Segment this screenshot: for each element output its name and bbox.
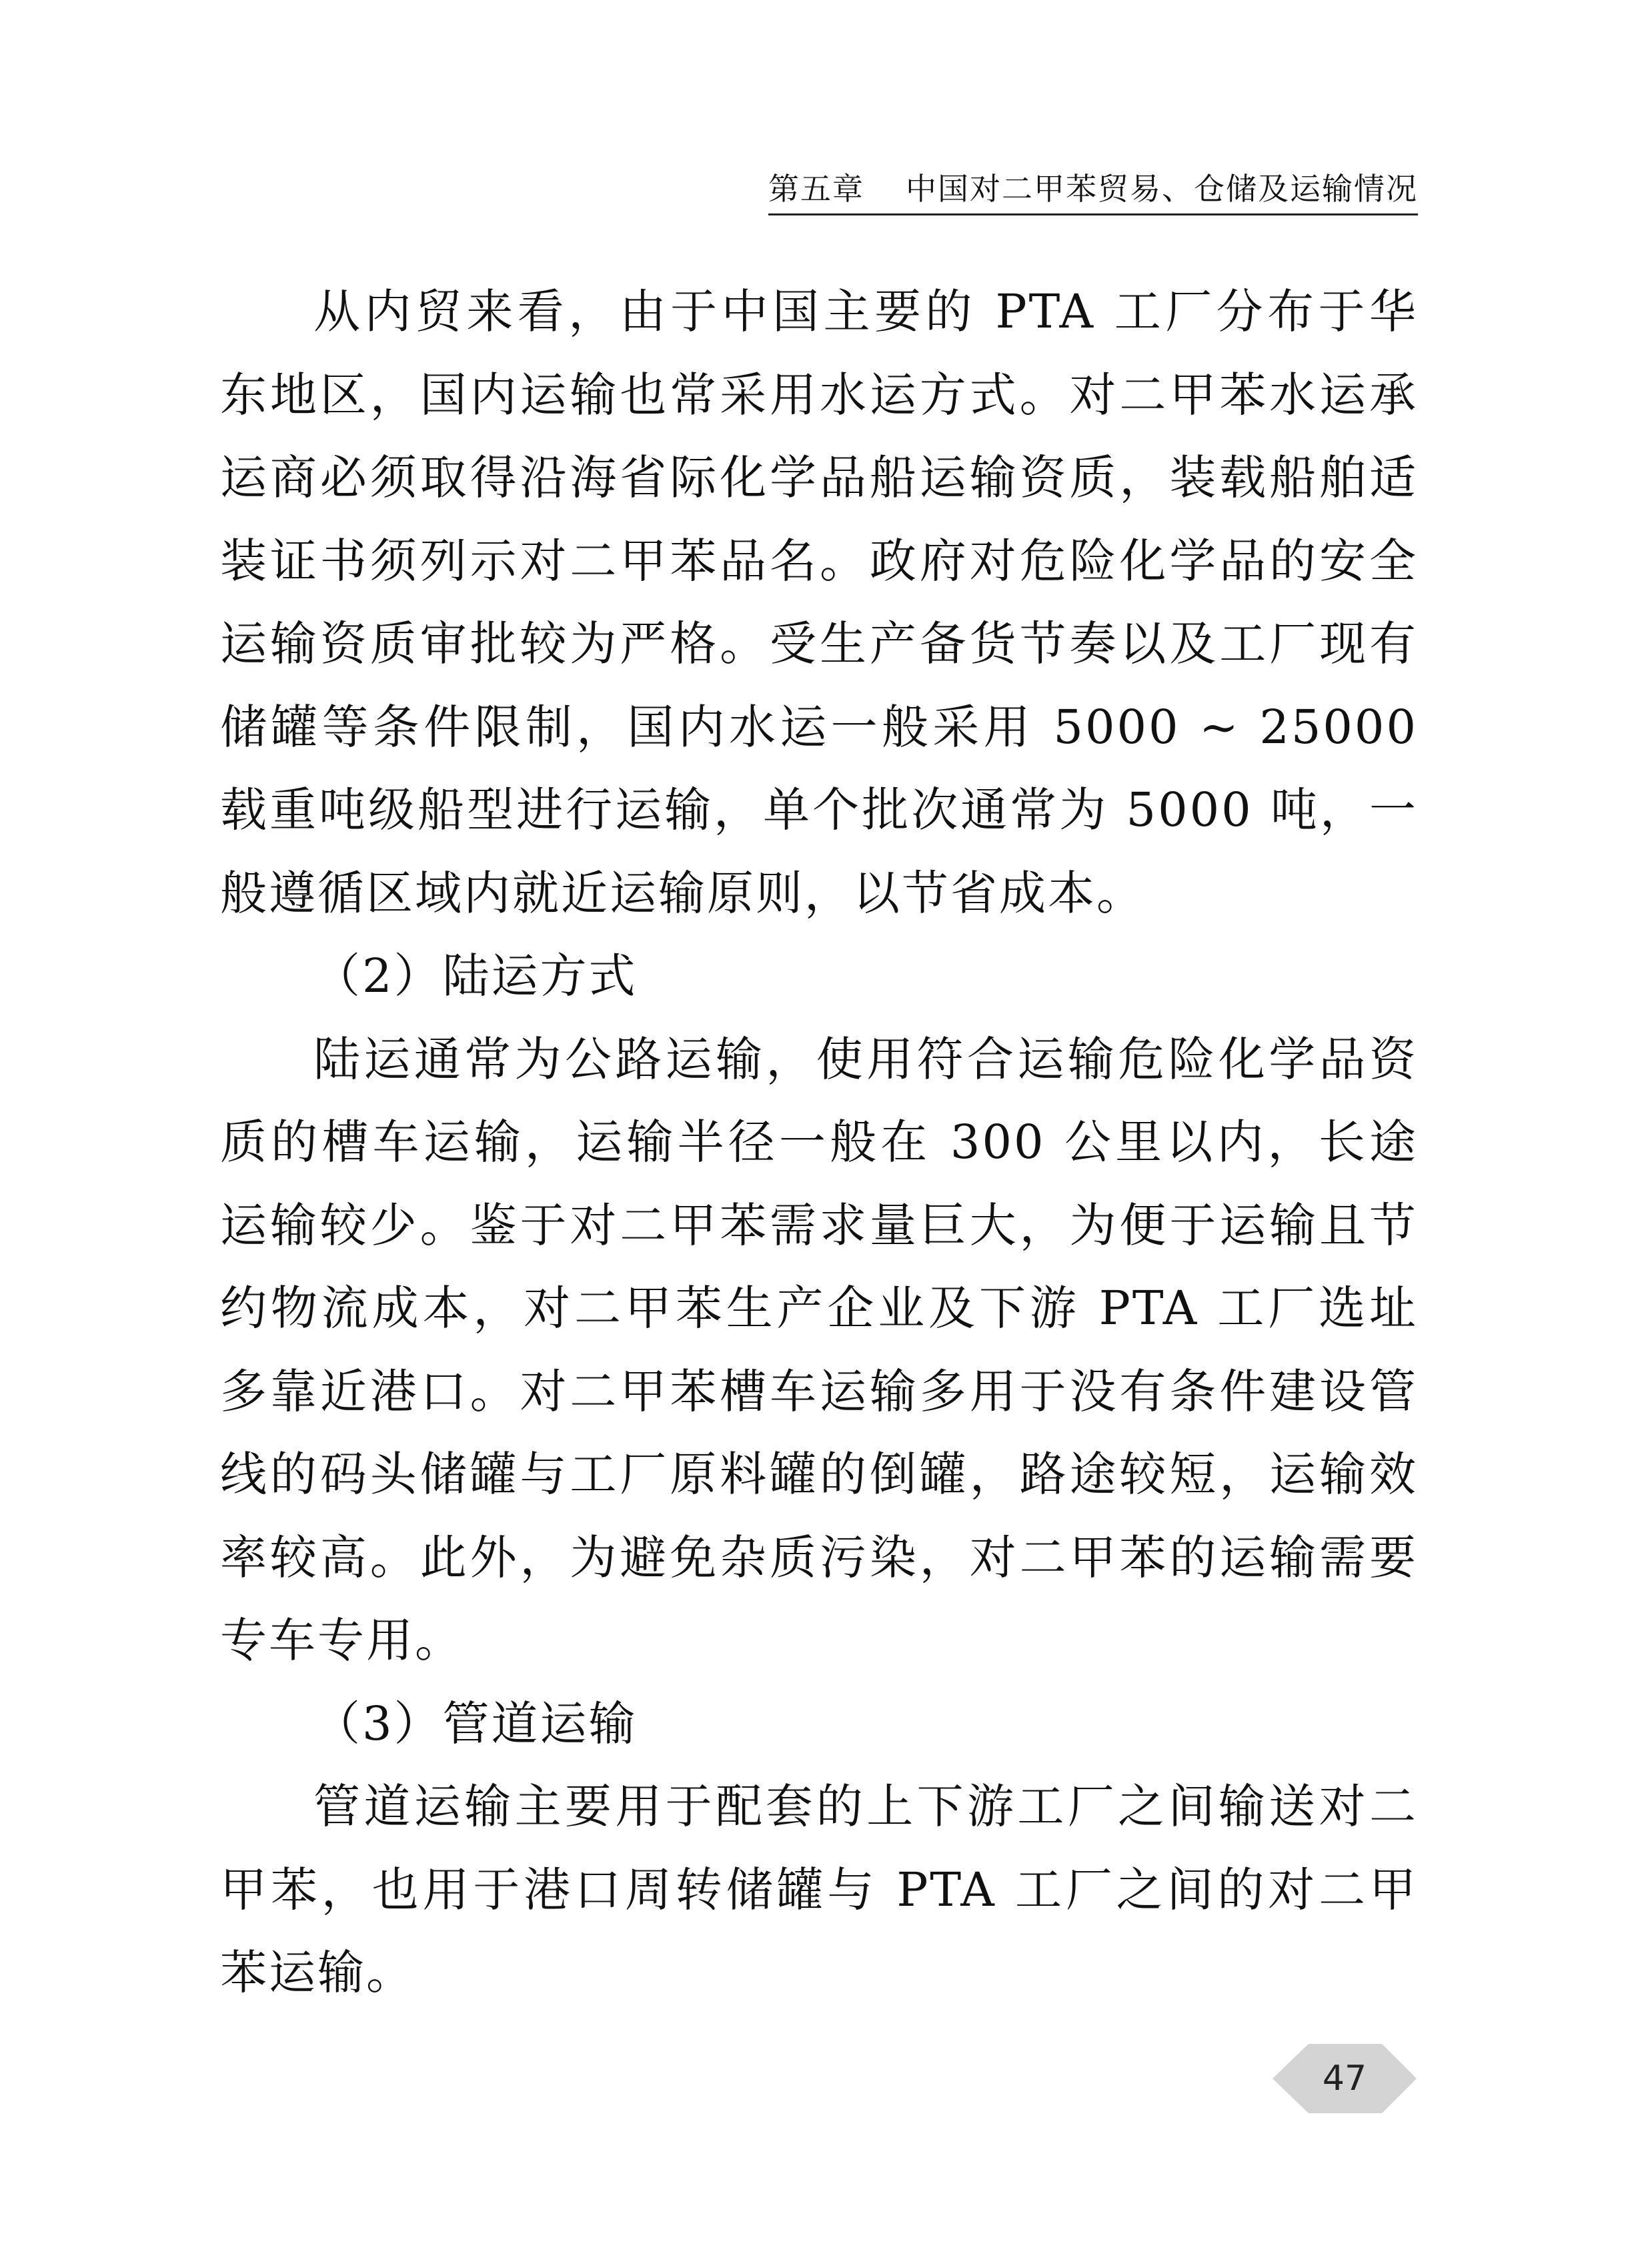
subheading-pipeline-transport: （3）管道运输: [313, 1696, 638, 1751]
running-header: [768, 168, 1418, 215]
paragraph-inland-waterway: 从内贸来看，由于中国主要的 PTA 工厂分布于华东地区，国内运输也常采用水运方式。对二甲苯水运承运商必须取得沿海省际化学品船运输资质，装载船舶适装证书须列示对二甲苯品名。政府对危险化学品的安全运输资质审批较为严格。受生产备货节奏以及工厂现有储罐等条件限制，国内水运一般采用 5000 ~ 25000 载重吨级船型进行运输，单个批次通常为 5000 吨，一般遵循区域内就近运输原则，以节省成本。: [220, 284, 1418, 921]
paragraph-land-transport: 陆运通常为公路运输，使用符合运输危险化学品资质的槽车运输，运输半径一般在 300 公里以内，长途运输较少。鉴于对二甲苯需求量巨大，为便于运输且节约物流成本，对二甲苯生产企业及下游 PTA 工厂选址多靠近港口。对二甲苯槽车运输多用于没有条件建设管线的码头储罐与工厂原料罐的倒罐，路途较短，运输效率较高。此外，为避免杂质污染，对二甲苯的运输需要专车专用。: [220, 1031, 1418, 1668]
page-number: 47: [1322, 2059, 1367, 2099]
chapter-label: 第五章: [768, 171, 864, 207]
page-number-badge: [1271, 2041, 1418, 2116]
subheading-land-transport: （2）陆运方式: [313, 949, 638, 1003]
paragraph-pipeline-transport: 管道运输主要用于配套的上下游工厂之间输送对二甲苯，也用于港口周转储罐与 PTA 工厂之间的对二甲苯运输。: [220, 1779, 1418, 2000]
body-text: [220, 270, 1418, 2015]
chapter-title: 中国对二甲苯贸易、仓储及运输情况: [906, 171, 1418, 207]
